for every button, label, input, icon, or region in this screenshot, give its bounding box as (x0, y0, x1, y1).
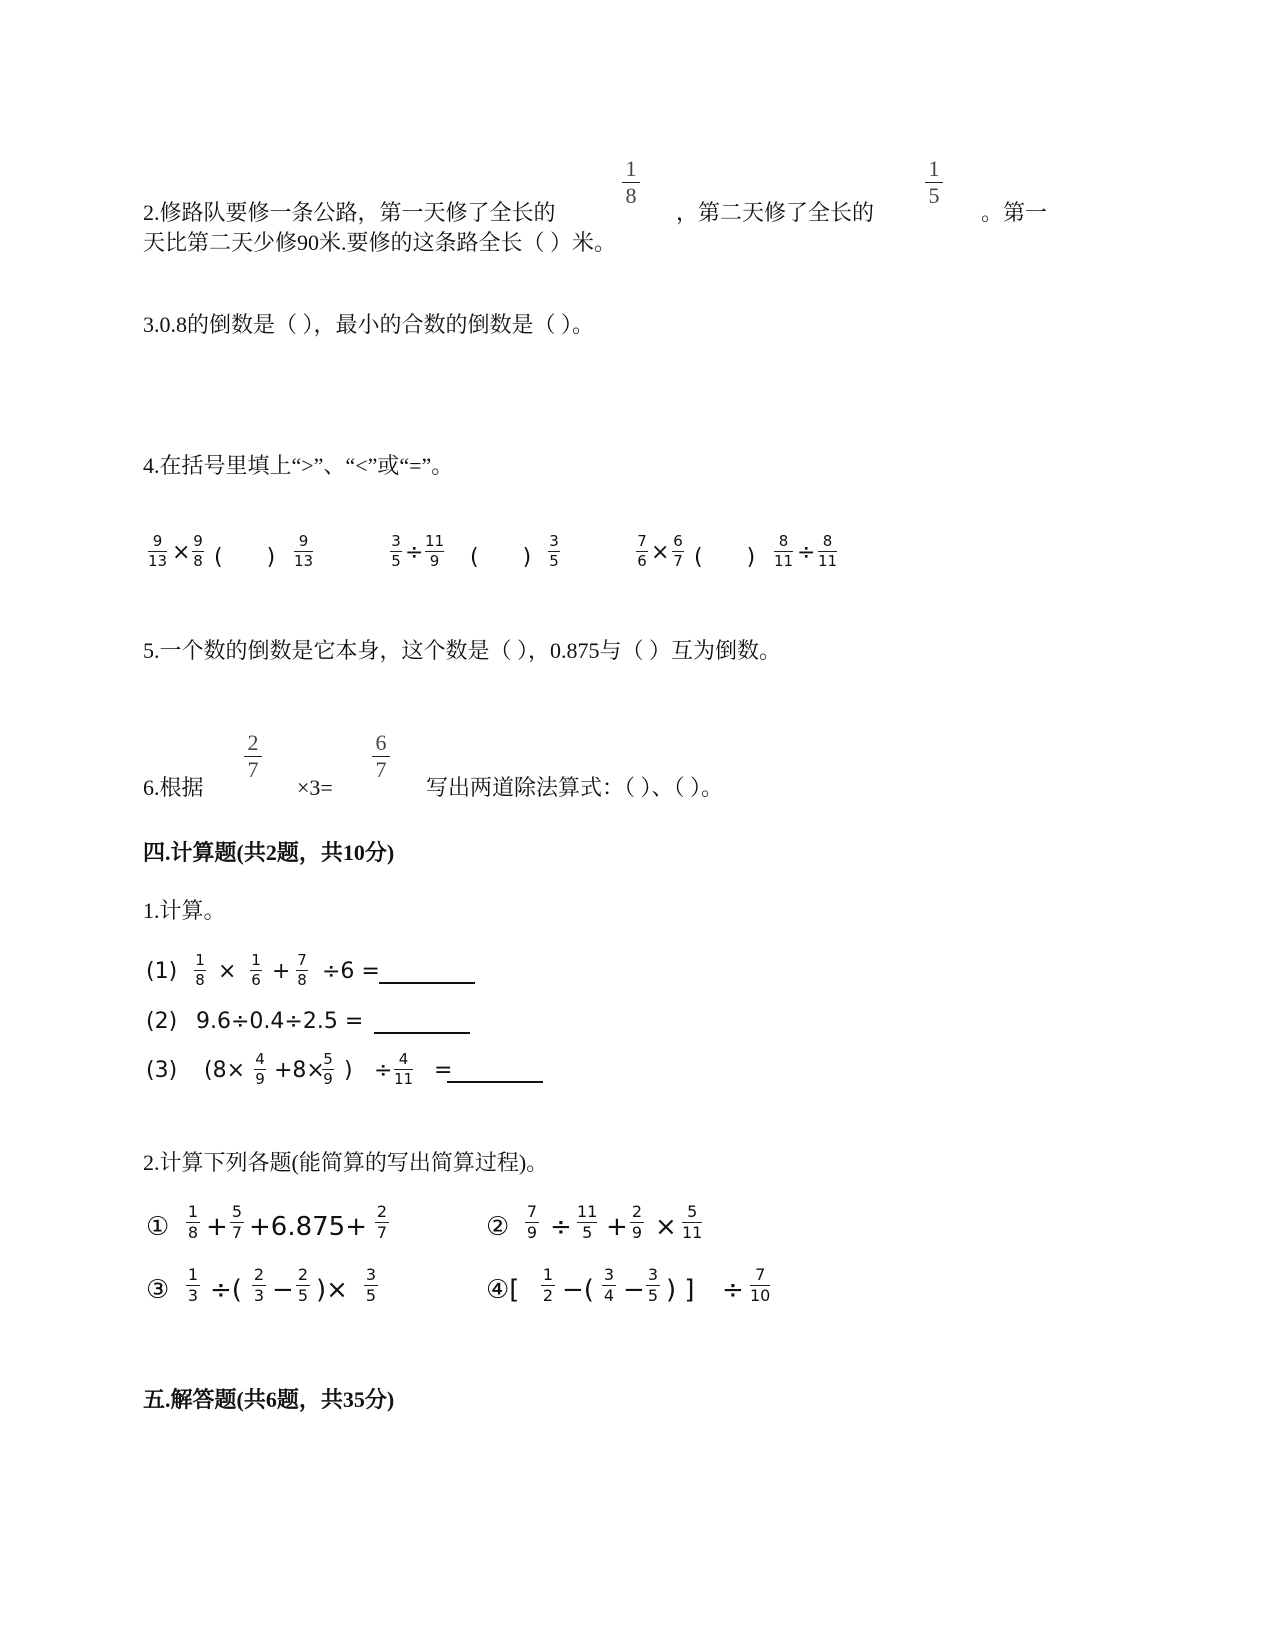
operator: × (655, 1212, 677, 1242)
fraction: 3 5 (549, 532, 559, 570)
fraction: 9 13 (148, 532, 168, 570)
fraction: 2 5 (297, 1265, 309, 1305)
question-5: 5.一个数的倒数是它本身，这个数是（ ），0.875与（ ）互为倒数。 (143, 638, 782, 663)
fraction: 8 11 (774, 532, 794, 570)
fraction: 2 7 (376, 1202, 388, 1242)
calc-1-title: 1.计算。 (143, 898, 226, 923)
fraction: 9 8 (193, 532, 203, 570)
question-3: 3.0.8的倒数是（ ），最小的合数的倒数是（ ）。 (143, 312, 595, 337)
answer-blank[interactable]: ( ) (470, 545, 532, 570)
answer-blank[interactable] (447, 1061, 543, 1083)
answer-blank[interactable]: ( ) (214, 545, 276, 570)
operator: ÷ (374, 1058, 393, 1083)
fraction: 4 11 (394, 1050, 414, 1088)
item-label: ① (146, 1212, 170, 1242)
item-label: ④[ (486, 1275, 520, 1305)
operator: ÷( (210, 1275, 242, 1305)
q6-fraction-2: 6 7 (372, 732, 390, 781)
fraction: 4 9 (255, 1050, 265, 1088)
item-label: ② (486, 1212, 510, 1242)
fraction: 7 9 (526, 1202, 538, 1242)
item-label: ③ (146, 1275, 170, 1305)
expression-close: ) (344, 1058, 353, 1083)
bracket-close: ) ] (666, 1275, 695, 1305)
fraction: 1 6 (251, 951, 261, 989)
fraction: 7 8 (297, 951, 307, 989)
fraction: 3 5 (647, 1265, 659, 1305)
fraction: 5 11 (682, 1202, 703, 1242)
item-label: (1) (146, 959, 178, 984)
q2-fraction-2: 1 5 (925, 158, 943, 207)
expression-tail: ÷6 = (322, 959, 380, 984)
answer-blank[interactable]: ( ) (694, 545, 756, 570)
item-label: (3) (146, 1058, 178, 1083)
answer-blank[interactable] (374, 1012, 470, 1034)
expression-middle: +6.875+ (249, 1212, 368, 1242)
item-label: (2) (146, 1009, 178, 1034)
fraction: 6 7 (673, 532, 683, 570)
q6-suffix: 写出两道除法算式：（ ）、（ ）。 (426, 775, 724, 800)
q2-text-line2: 天比第二天少修90米.要修的这条路全长（ ）米。 (143, 230, 617, 255)
calc-2-title: 2.计算下列各题(能简算的写出简算过程)。 (143, 1150, 549, 1175)
equals-sign: = (434, 1058, 453, 1083)
fraction: 11 5 (577, 1202, 598, 1242)
operator: × (651, 540, 670, 565)
operator: ÷ (722, 1275, 744, 1305)
operator: − (623, 1275, 645, 1305)
operator: ÷ (550, 1212, 572, 1242)
fraction: 2 9 (631, 1202, 643, 1242)
fraction: 3 5 (365, 1265, 377, 1305)
section-heading-5: 五.解答题(共6题，共35分) (143, 1387, 395, 1412)
operator: + (272, 959, 291, 984)
operator: )× (316, 1275, 348, 1305)
operator: × (172, 540, 191, 565)
operator: × (218, 959, 237, 984)
q2-fraction-1: 1 8 (622, 158, 640, 207)
fraction: 8 11 (818, 532, 838, 570)
operator: − (272, 1275, 294, 1305)
expression-middle: +8× (274, 1058, 325, 1083)
operator: ÷ (797, 540, 816, 565)
fraction: 7 10 (750, 1265, 771, 1305)
operator: ÷ (405, 540, 424, 565)
q2-text-part2: ，第二天修了全长的 (676, 200, 875, 225)
fraction: 5 7 (231, 1202, 243, 1242)
fraction: 5 9 (323, 1050, 333, 1088)
operator: −( (562, 1275, 594, 1305)
q6-middle: ×3= (297, 775, 333, 800)
fraction: 11 9 (425, 532, 445, 570)
fraction: 1 2 (542, 1265, 554, 1305)
fraction: 1 3 (187, 1265, 199, 1305)
q2-text-part3: 。第一 (981, 200, 1048, 225)
fraction: 3 5 (391, 532, 401, 570)
expression-open: (8× (204, 1058, 246, 1083)
answer-blank[interactable] (379, 962, 475, 984)
fraction: 1 8 (187, 1202, 199, 1242)
fraction: 7 6 (637, 532, 647, 570)
expression: 9.6÷0.4÷2.5 = (196, 1009, 364, 1034)
fraction: 3 4 (603, 1265, 615, 1305)
operator: + (606, 1212, 628, 1242)
fraction: 9 13 (294, 532, 314, 570)
fraction: 1 8 (195, 951, 205, 989)
fraction: 2 3 (253, 1265, 265, 1305)
section-heading-4: 四.计算题(共2题，共10分) (143, 840, 395, 865)
operator: + (206, 1212, 228, 1242)
q2-text-part1: 2.修路队要修一条公路，第一天修了全长的 (143, 200, 556, 225)
question-4-prompt: 4.在括号里填上“>”、“<”或“=”。 (143, 453, 454, 478)
q6-prefix: 6.根据 (143, 775, 204, 800)
q6-fraction-1: 2 7 (244, 732, 262, 781)
